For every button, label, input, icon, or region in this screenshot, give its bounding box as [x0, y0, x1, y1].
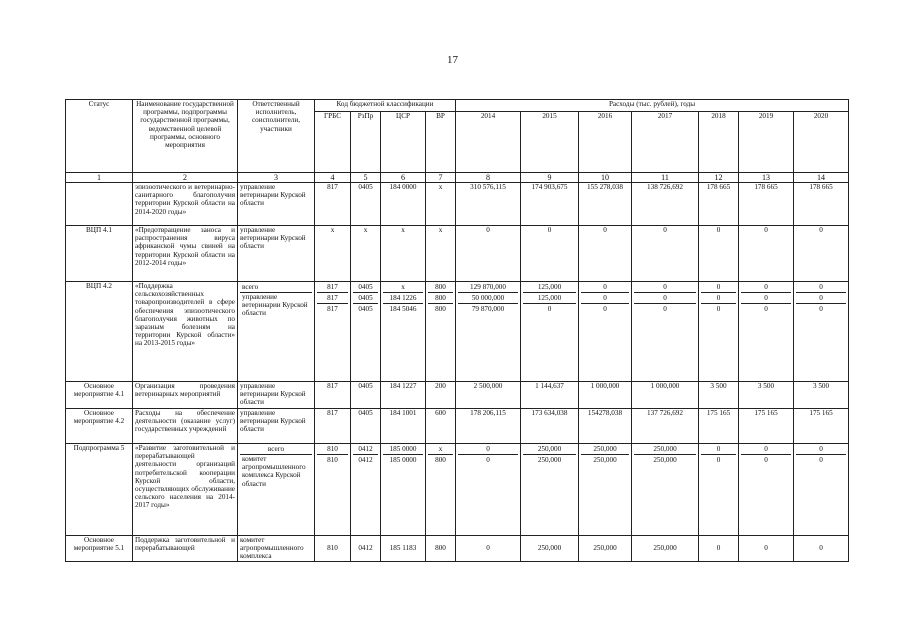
csr-cell: 185 1183	[381, 536, 426, 562]
rzpr-line: 0412	[358, 456, 373, 464]
status-cell: ВЦП 4.1	[66, 226, 133, 282]
value-cell	[632, 282, 699, 382]
csr-cell: х	[381, 226, 426, 282]
value-line: 0	[741, 293, 791, 304]
value-line: 0	[796, 293, 846, 304]
grbs-cell: 817	[315, 382, 351, 409]
csr-cell	[381, 282, 426, 382]
value-cell: 1 000,000	[632, 382, 699, 409]
rzpr-line: 0405	[353, 293, 378, 304]
column-number: 6	[381, 173, 426, 183]
vr-cell	[426, 444, 456, 536]
grbs-cell	[315, 282, 351, 382]
grbs-cell: 817	[315, 183, 351, 226]
value-line: 0	[741, 282, 791, 293]
name-cell: Поддержка заготовительной и перерабатывающей	[133, 536, 238, 562]
value-cell: 2 500,000	[456, 382, 521, 409]
column-number: 8	[456, 173, 521, 183]
value-cell: 0	[521, 226, 579, 282]
csr-cell: 184 1001	[381, 409, 426, 444]
value-line: 0	[716, 456, 721, 464]
header-executor: Ответственный исполнитель, соисполнители, участники	[238, 100, 315, 173]
status-cell: Основное мероприятие 4.2	[66, 409, 133, 444]
value-cell: 0	[699, 536, 739, 562]
budget-table	[65, 99, 849, 562]
value-line: 0	[581, 293, 629, 304]
header-year: 2014	[456, 112, 521, 173]
value-cell: 0	[739, 226, 794, 282]
rzpr-cell	[351, 444, 381, 536]
column-number: 9	[521, 173, 579, 183]
header-name: Наименование государственной программы, подпрограммы государственной программы, ведомственной целевой программы, основного мероприятия	[133, 100, 238, 173]
name-cell: Организация проведения ветеринарных мероприятий	[133, 382, 238, 409]
grbs-line: 810	[327, 456, 338, 464]
value-line: 0	[796, 282, 846, 293]
value-cell: 250,000	[521, 536, 579, 562]
executor-cell	[238, 282, 315, 382]
csr-cell: 184 1227	[381, 382, 426, 409]
value-cell: 155 278,038	[579, 183, 632, 226]
value-line: 250,000	[593, 456, 617, 464]
vr-cell: 800	[426, 536, 456, 562]
grbs-line: 817	[317, 293, 348, 304]
vr-cell: 200	[426, 382, 456, 409]
value-line: 0	[764, 456, 768, 464]
value-line: 250,000	[537, 456, 562, 464]
value-line: 0	[819, 456, 823, 464]
value-cell: 178 665	[794, 183, 849, 226]
csr-line: х	[383, 282, 423, 293]
status-cell: Основное мероприятие 5.1	[66, 536, 133, 562]
value-cell: 250,000	[579, 536, 632, 562]
value-line: 0	[663, 305, 667, 313]
value-line: 125,000	[523, 293, 576, 304]
value-cell	[699, 444, 739, 536]
header-year: 2018	[699, 112, 739, 173]
status-cell: Подпрограмма 5	[66, 444, 133, 536]
rzpr-cell	[351, 282, 381, 382]
header-status: Статус	[66, 100, 133, 173]
vr-line: 800	[428, 293, 453, 304]
value-line: 250,000	[653, 456, 677, 464]
value-cell: 178 665	[739, 183, 794, 226]
value-line: 250,000	[581, 444, 629, 455]
value-cell	[456, 444, 521, 536]
value-line: 0	[716, 305, 721, 313]
grbs-cell: 810	[315, 536, 351, 562]
value-line: 0	[581, 282, 629, 293]
vr-line: х	[428, 444, 453, 455]
value-cell: 175 165	[794, 409, 849, 444]
name-cell: «Предотвращение заноса и распространения вируса африканской чумы свиней на территории Курской области на 2012-2014 годы»	[133, 226, 238, 282]
value-line: 0	[547, 305, 552, 313]
executor-cell	[238, 444, 315, 536]
table-row	[66, 536, 849, 562]
value-cell	[521, 282, 579, 382]
column-number: 10	[579, 173, 632, 183]
value-cell	[794, 282, 849, 382]
status-cell: Основное мероприятие 4.1	[66, 382, 133, 409]
value-cell: 0	[739, 536, 794, 562]
csr-line: 185 0000	[383, 444, 423, 455]
value-line: 125,000	[523, 282, 576, 293]
grbs-cell: х	[315, 226, 351, 282]
value-line: 129 870,000	[458, 282, 518, 293]
header-grbs: ГРБС	[315, 112, 351, 173]
value-cell: 178 206,115	[456, 409, 521, 444]
header-year: 2015	[521, 112, 579, 173]
value-line: 0	[796, 444, 846, 455]
executor-cell: управление ветеринарии Курской области	[238, 226, 315, 282]
vr-line: 800	[428, 282, 453, 293]
executor-name: комитет агропромышленного комплекса Курской области	[242, 455, 306, 488]
value-line: 0	[701, 444, 736, 455]
value-line: 0	[458, 444, 518, 455]
name-cell: эпизоотического и ветеринарно-санитарного благополучия территории Курской области на 2014-2020 годы»	[133, 183, 238, 226]
column-number: 5	[351, 173, 381, 183]
rzpr-line: 0412	[353, 444, 378, 455]
rzpr-cell: 0412	[351, 536, 381, 562]
table-row	[66, 226, 849, 282]
value-cell: 0	[579, 226, 632, 282]
vr-cell: х	[426, 226, 456, 282]
value-cell: 173 634,038	[521, 409, 579, 444]
value-line: 0	[764, 305, 768, 313]
value-cell: 175 165	[699, 409, 739, 444]
value-cell	[699, 282, 739, 382]
rzpr-cell: 0405	[351, 382, 381, 409]
header-expenses: Расходы (тыс. рублей), годы	[456, 100, 849, 112]
column-number: 12	[699, 173, 739, 183]
value-cell: 0	[699, 226, 739, 282]
header-year: 2017	[632, 112, 699, 173]
value-cell	[579, 282, 632, 382]
value-line: 250,000	[634, 444, 696, 455]
value-cell: 3 500	[794, 382, 849, 409]
value-line: 0	[701, 293, 736, 304]
csr-line: 184 1226	[383, 293, 423, 304]
table-row	[66, 409, 849, 444]
value-cell: 174 903,675	[521, 183, 579, 226]
value-cell	[456, 282, 521, 382]
value-cell	[521, 444, 579, 536]
value-line: 0	[603, 305, 607, 313]
value-cell: 3 500	[739, 382, 794, 409]
status-cell	[66, 183, 133, 226]
executor-cell: комитет агропромышленного комплекса	[238, 536, 315, 562]
rzpr-cell: х	[351, 226, 381, 282]
value-cell: 310 576,115	[456, 183, 521, 226]
value-cell: 0	[794, 226, 849, 282]
header-csr: ЦСР	[381, 112, 426, 173]
vr-line: 800	[435, 305, 446, 313]
header-budget-code: Код бюджетной классификации	[315, 100, 456, 112]
header-year: 2019	[739, 112, 794, 173]
executor-name: управление ветеринарии Курской области	[242, 293, 308, 318]
value-cell: 154278,038	[579, 409, 632, 444]
csr-line: 185 0000	[389, 456, 417, 464]
executor-total-label: всего	[240, 444, 312, 455]
value-line: 79 870,000	[471, 305, 505, 313]
column-number: 13	[739, 173, 794, 183]
value-cell	[632, 444, 699, 536]
name-cell: «Поддержка сельскохозяйственных товаропроизводителей в сфере обеспечения эпизоотического благополучия животных по заразным болезням на территории Курской области» на 2013-2015 годы»	[133, 282, 238, 382]
value-cell: 0	[456, 226, 521, 282]
page-number: 17	[447, 54, 458, 66]
column-number: 3	[238, 173, 315, 183]
vr-cell: х	[426, 183, 456, 226]
value-cell: 1 144,637	[521, 382, 579, 409]
rzpr-cell: 0405	[351, 183, 381, 226]
value-line: 250,000	[523, 444, 576, 455]
value-line: 0	[819, 305, 823, 313]
value-cell	[739, 444, 794, 536]
value-line: 0	[634, 282, 696, 293]
value-cell: 250,000	[632, 536, 699, 562]
vr-cell: 600	[426, 409, 456, 444]
column-number: 1	[66, 173, 133, 183]
value-cell	[739, 282, 794, 382]
executor-total-label: всего	[240, 282, 312, 293]
executor-cell: управление ветеринарии Курской области	[238, 183, 315, 226]
grbs-line: 810	[317, 444, 348, 455]
column-number: 2	[133, 173, 238, 183]
table-row	[66, 183, 849, 226]
header-vr: ВР	[426, 112, 456, 173]
value-line: 0	[486, 456, 490, 464]
value-cell: 0	[456, 536, 521, 562]
table-row	[66, 444, 849, 536]
grbs-cell	[315, 444, 351, 536]
csr-cell	[381, 444, 426, 536]
csr-cell: 184 0000	[381, 183, 426, 226]
value-cell	[579, 444, 632, 536]
column-number: 7	[426, 173, 456, 183]
name-cell: «Развитие заготовительной и перерабатывающей деятельности организаций потребительской кооперации Курской области, осуществляющих обслуживание сельского населения на 2014-2017 годы»	[133, 444, 238, 536]
column-number: 14	[794, 173, 849, 183]
table-row	[66, 382, 849, 409]
value-line: 50 000,000	[458, 293, 518, 304]
column-number-row	[66, 173, 849, 183]
value-cell: 137 726,692	[632, 409, 699, 444]
value-cell: 175 165	[739, 409, 794, 444]
value-cell: 138 726,692	[632, 183, 699, 226]
value-cell: 0	[794, 536, 849, 562]
value-line: 0	[741, 444, 791, 455]
value-cell: 0	[632, 226, 699, 282]
column-number: 4	[315, 173, 351, 183]
value-cell	[794, 444, 849, 536]
value-line: 0	[701, 282, 736, 293]
column-number: 11	[632, 173, 699, 183]
vr-cell	[426, 282, 456, 382]
value-line: 0	[634, 293, 696, 304]
header-year: 2020	[794, 112, 849, 173]
grbs-line: 817	[327, 305, 338, 313]
header-rzpr: РзПр	[351, 112, 381, 173]
csr-line: 184 5046	[389, 305, 417, 313]
name-cell: Расходы на обеспечение деятельности (оказание услуг) государственных учреждений	[133, 409, 238, 444]
executor-cell: управление ветеринарии Курской области	[238, 382, 315, 409]
grbs-cell: 817	[315, 409, 351, 444]
rzpr-cell: 0405	[351, 409, 381, 444]
value-cell: 3 500	[699, 382, 739, 409]
header-year: 2016	[579, 112, 632, 173]
executor-cell: управление ветеринарии Курской области	[238, 409, 315, 444]
grbs-line: 817	[317, 282, 348, 293]
table-row	[66, 282, 849, 382]
value-cell: 178 665	[699, 183, 739, 226]
vr-line: 800	[435, 456, 446, 464]
status-cell: ВЦП 4.2	[66, 282, 133, 382]
rzpr-line: 0405	[358, 305, 373, 313]
rzpr-line: 0405	[353, 282, 378, 293]
value-cell: 1 000,000	[579, 382, 632, 409]
